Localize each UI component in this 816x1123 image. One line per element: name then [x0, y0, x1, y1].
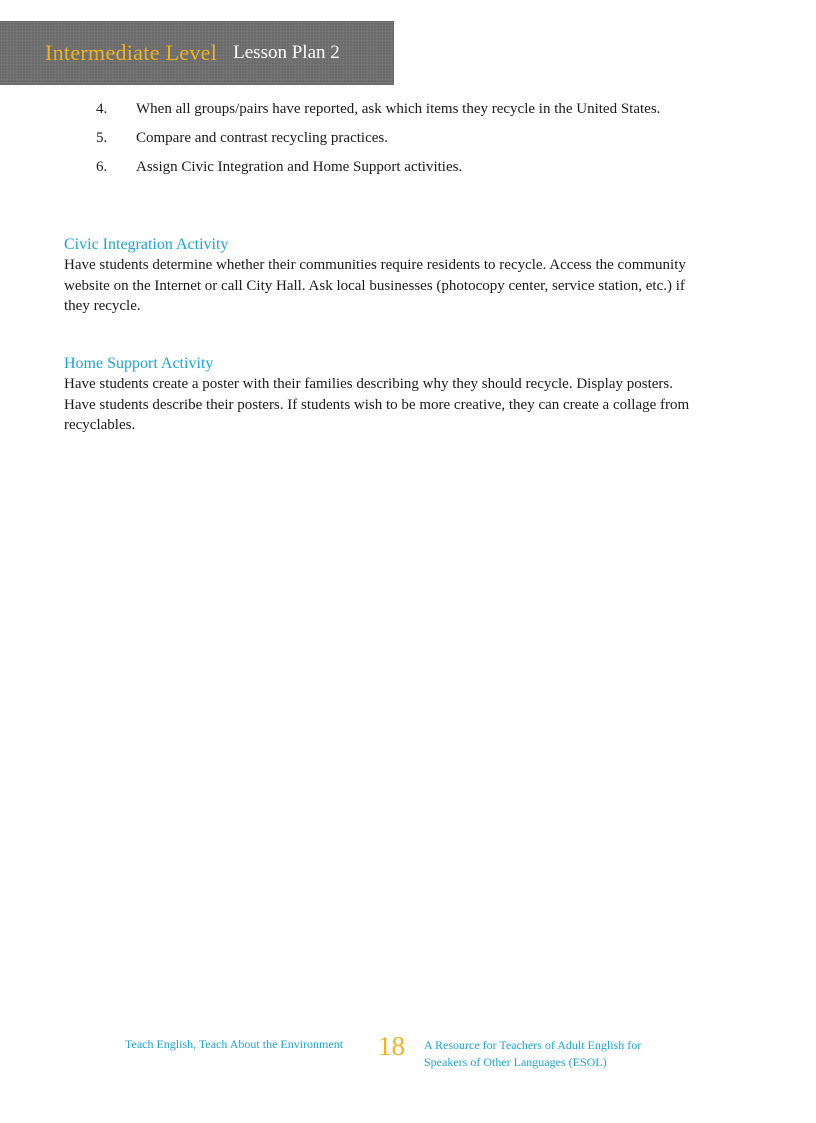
step-number: 6. [96, 159, 108, 175]
step-item [96, 157, 696, 177]
step-text: Compare and contrast recycling practices. [136, 130, 388, 146]
step-item [96, 128, 696, 148]
header-lesson-plan: Lesson Plan 2 [233, 42, 340, 63]
civic-integration-body: Have students determine whether their communities require residents to recycle. Access the community website on the Internet or call City Hall. Ask local businesses (photocopy center, service station, etc.) if they recycle. [64, 257, 686, 314]
home-support-body: Have students create a poster with their families describing why they should recycle. Display posters. Have students describe their posters. If students wish to be more creative, they can create a collage from recyclables. [64, 376, 690, 433]
home-support-section [64, 354, 704, 436]
step-number: 4. [96, 101, 108, 117]
footer-book-title: Teach English, Teach About the Environment [125, 1037, 344, 1051]
home-support-title: Home Support Activity [64, 355, 214, 372]
civic-integration-title: Civic Integration Activity [64, 236, 229, 253]
page-footer [0, 1031, 816, 1075]
step-text: When all groups/pairs have reported, ask which items they recycle in the United States. [136, 101, 661, 117]
footer-book-subtitle: A Resource for Teachers of Adult English for Speakers of Other Languages (ESOL) [424, 1038, 642, 1069]
header-band [0, 21, 394, 85]
step-item [96, 99, 696, 119]
step-number: 5. [96, 130, 108, 146]
page-number: 18 [378, 1031, 405, 1061]
civic-integration-section [64, 235, 704, 317]
header-level-title: Intermediate Level [45, 40, 218, 65]
step-list [96, 99, 696, 186]
step-text: Assign Civic Integration and Home Support activities. [136, 159, 463, 175]
